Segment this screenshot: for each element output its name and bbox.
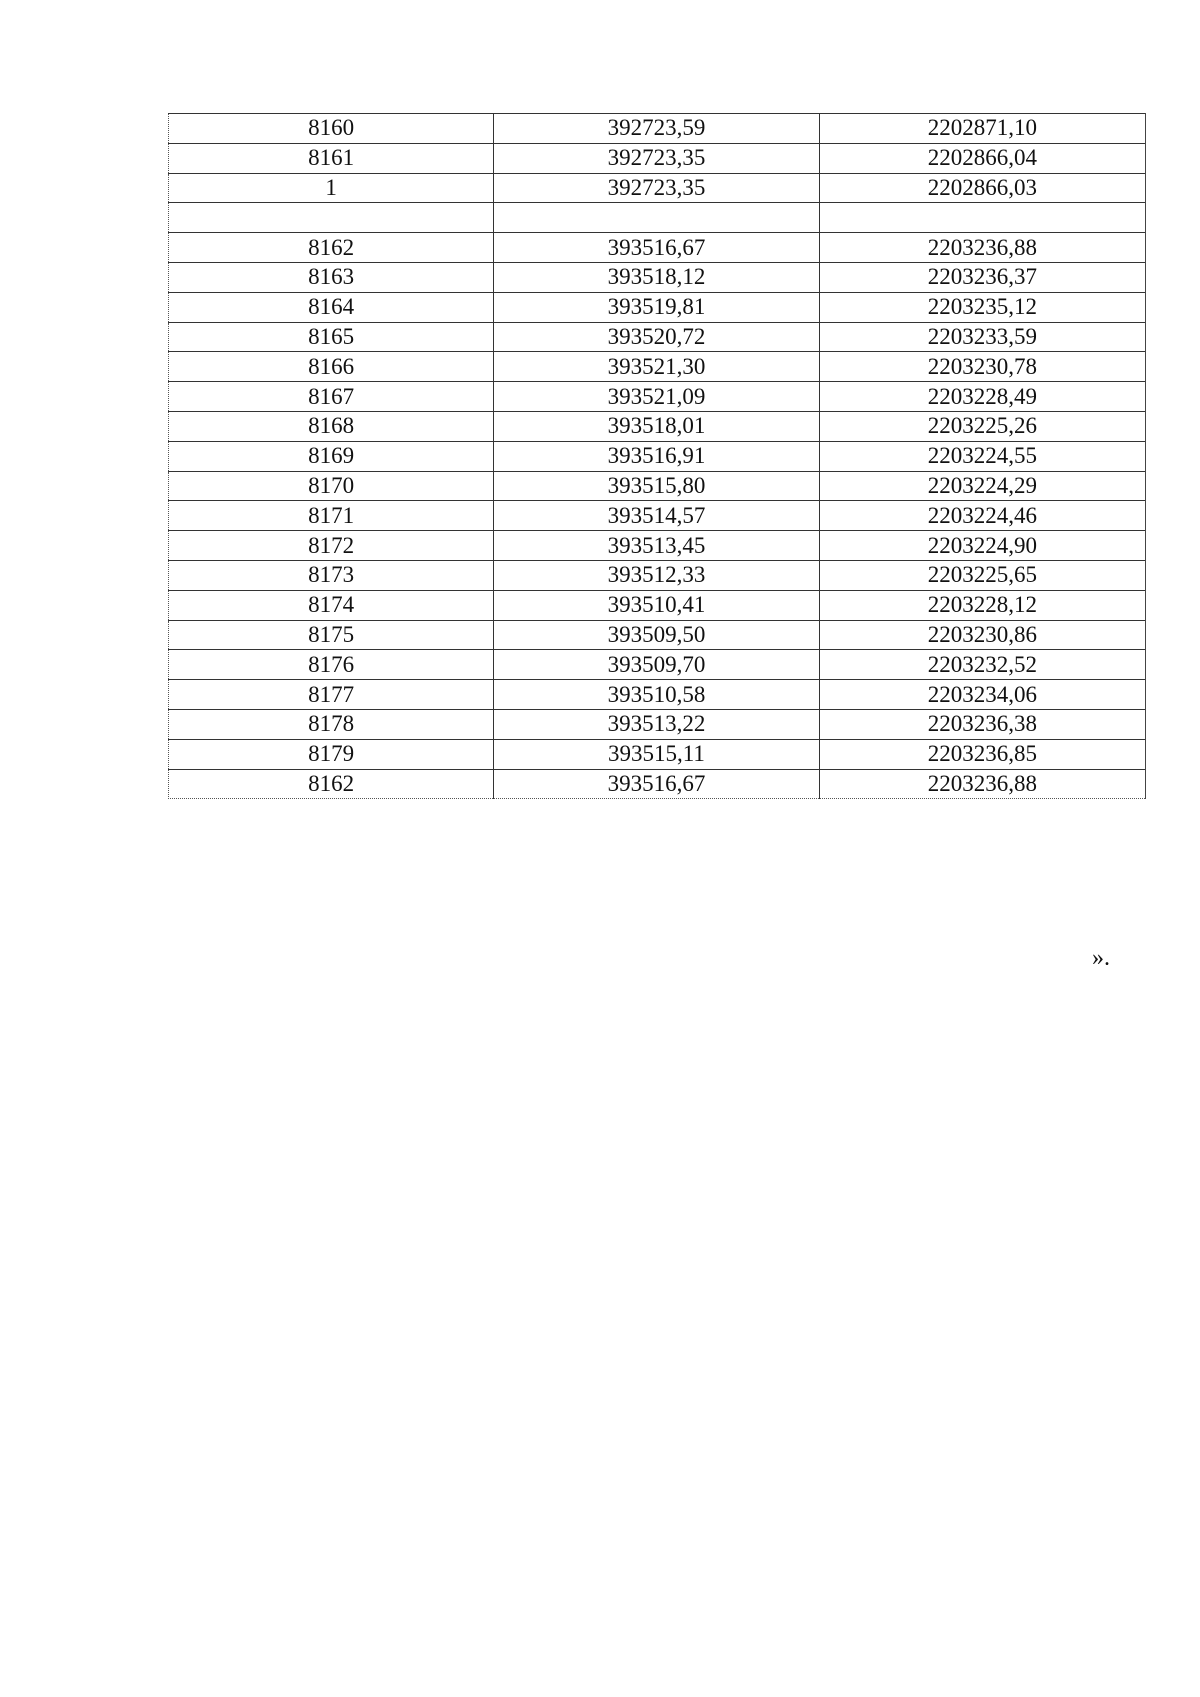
point-number-cell: 1 xyxy=(169,173,494,203)
table-row xyxy=(169,292,1146,322)
point-number-cell: 8174 xyxy=(169,590,494,620)
x-coordinate-cell: 393509,50 xyxy=(494,620,819,650)
y-coordinate-cell: 2203224,90 xyxy=(819,531,1145,561)
table-row xyxy=(169,709,1146,739)
table-row xyxy=(169,114,1146,144)
x-coordinate-cell: 393516,67 xyxy=(494,769,819,799)
x-coordinate-cell: 393518,01 xyxy=(494,411,819,441)
y-coordinate-cell: 2203230,86 xyxy=(819,620,1145,650)
y-coordinate-cell: 2203234,06 xyxy=(819,680,1145,710)
table-row xyxy=(169,650,1146,680)
table-row xyxy=(169,620,1146,650)
table-row xyxy=(169,173,1146,203)
y-coordinate-cell: 2202866,03 xyxy=(819,173,1145,203)
point-number-cell: 8164 xyxy=(169,292,494,322)
y-coordinate-cell: 2203236,88 xyxy=(819,769,1145,799)
table-row xyxy=(169,233,1146,263)
y-coordinate-cell: 2203236,88 xyxy=(819,233,1145,263)
point-number-cell: 8161 xyxy=(169,143,494,173)
x-coordinate-cell: 393518,12 xyxy=(494,262,819,292)
point-number-cell: 8167 xyxy=(169,382,494,412)
y-coordinate-cell: 2203224,55 xyxy=(819,441,1145,471)
coordinates-table xyxy=(168,113,1146,799)
point-number-cell: 8179 xyxy=(169,739,494,769)
point-number-cell: 8166 xyxy=(169,352,494,382)
table-row xyxy=(169,590,1146,620)
closing-quote-mark: ». xyxy=(1092,945,1110,971)
table-row xyxy=(169,531,1146,561)
table-row xyxy=(169,441,1146,471)
x-coordinate-cell: 393521,09 xyxy=(494,382,819,412)
table-row xyxy=(169,203,1146,233)
y-coordinate-cell: 2202871,10 xyxy=(819,114,1145,144)
table-row xyxy=(169,471,1146,501)
x-coordinate-cell: 392723,35 xyxy=(494,143,819,173)
y-coordinate-cell: 2203224,29 xyxy=(819,471,1145,501)
x-coordinate-cell: 393515,80 xyxy=(494,471,819,501)
table-row xyxy=(169,411,1146,441)
x-coordinate-cell: 393520,72 xyxy=(494,322,819,352)
point-number-cell: 8165 xyxy=(169,322,494,352)
y-coordinate-cell xyxy=(819,203,1145,233)
y-coordinate-cell: 2203224,46 xyxy=(819,501,1145,531)
table-row xyxy=(169,262,1146,292)
point-number-cell: 8171 xyxy=(169,501,494,531)
y-coordinate-cell: 2203236,38 xyxy=(819,709,1145,739)
table-row xyxy=(169,560,1146,590)
y-coordinate-cell: 2203228,49 xyxy=(819,382,1145,412)
x-coordinate-cell: 393515,11 xyxy=(494,739,819,769)
y-coordinate-cell: 2203230,78 xyxy=(819,352,1145,382)
point-number-cell: 8170 xyxy=(169,471,494,501)
x-coordinate-cell: 393510,58 xyxy=(494,680,819,710)
table-row xyxy=(169,501,1146,531)
x-coordinate-cell: 392723,59 xyxy=(494,114,819,144)
point-number-cell: 8163 xyxy=(169,262,494,292)
y-coordinate-cell: 2203235,12 xyxy=(819,292,1145,322)
x-coordinate-cell: 393513,45 xyxy=(494,531,819,561)
y-coordinate-cell: 2203236,37 xyxy=(819,262,1145,292)
y-coordinate-cell: 2203225,65 xyxy=(819,560,1145,590)
x-coordinate-cell: 393519,81 xyxy=(494,292,819,322)
y-coordinate-cell: 2203225,26 xyxy=(819,411,1145,441)
point-number-cell: 8162 xyxy=(169,233,494,263)
x-coordinate-cell: 393521,30 xyxy=(494,352,819,382)
x-coordinate-cell: 393513,22 xyxy=(494,709,819,739)
point-number-cell: 8173 xyxy=(169,560,494,590)
y-coordinate-cell: 2203233,59 xyxy=(819,322,1145,352)
point-number-cell: 8175 xyxy=(169,620,494,650)
y-coordinate-cell: 2203236,85 xyxy=(819,739,1145,769)
coordinates-table-body xyxy=(169,114,1146,799)
point-number-cell: 8160 xyxy=(169,114,494,144)
table-row xyxy=(169,769,1146,799)
x-coordinate-cell: 393514,57 xyxy=(494,501,819,531)
table-row xyxy=(169,739,1146,769)
point-number-cell: 8178 xyxy=(169,709,494,739)
table-row xyxy=(169,382,1146,412)
y-coordinate-cell: 2203228,12 xyxy=(819,590,1145,620)
point-number-cell: 8172 xyxy=(169,531,494,561)
point-number-cell: 8177 xyxy=(169,680,494,710)
x-coordinate-cell: 393510,41 xyxy=(494,590,819,620)
table-row xyxy=(169,680,1146,710)
y-coordinate-cell: 2203232,52 xyxy=(819,650,1145,680)
x-coordinate-cell: 393516,67 xyxy=(494,233,819,263)
point-number-cell: 8168 xyxy=(169,411,494,441)
x-coordinate-cell: 392723,35 xyxy=(494,173,819,203)
x-coordinate-cell: 393509,70 xyxy=(494,650,819,680)
x-coordinate-cell: 393512,33 xyxy=(494,560,819,590)
table-row xyxy=(169,352,1146,382)
x-coordinate-cell: 393516,91 xyxy=(494,441,819,471)
point-number-cell xyxy=(169,203,494,233)
table-row xyxy=(169,143,1146,173)
table-row xyxy=(169,322,1146,352)
point-number-cell: 8162 xyxy=(169,769,494,799)
point-number-cell: 8169 xyxy=(169,441,494,471)
y-coordinate-cell: 2202866,04 xyxy=(819,143,1145,173)
point-number-cell: 8176 xyxy=(169,650,494,680)
x-coordinate-cell xyxy=(494,203,819,233)
